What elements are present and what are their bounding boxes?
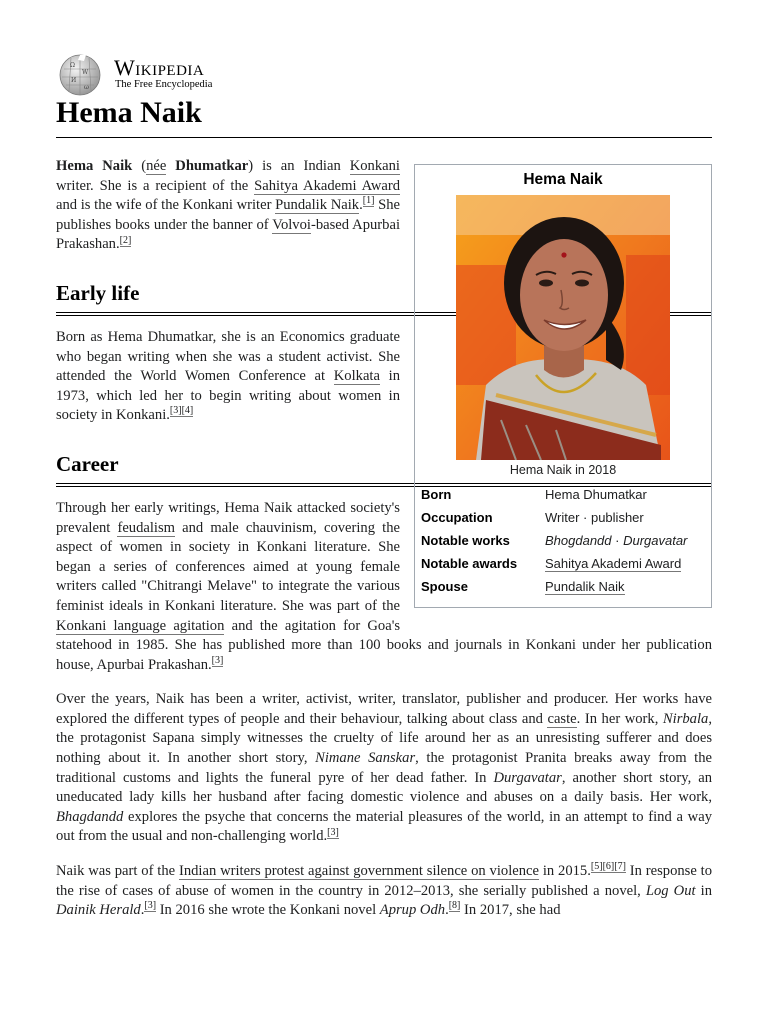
infobox-label: Notable awards bbox=[421, 556, 518, 571]
citation-6[interactable]: [6] bbox=[602, 861, 615, 873]
title-divider bbox=[56, 137, 712, 138]
citation-8[interactable]: [8] bbox=[448, 900, 461, 912]
wikipedia-globe-icon bbox=[56, 53, 102, 97]
citation-3[interactable]: [3] bbox=[169, 405, 182, 417]
separator: · bbox=[611, 533, 624, 548]
work-durgavatar: Durgavatar bbox=[623, 533, 688, 548]
infobox-value bbox=[545, 578, 705, 597]
heading-career: Career bbox=[56, 451, 712, 487]
infobox-value bbox=[545, 555, 705, 574]
page-title: Hema Naik bbox=[56, 96, 202, 129]
svg-text:И: И bbox=[71, 77, 77, 84]
infobox-title: Hema Naik bbox=[523, 171, 603, 188]
infobox-row-born bbox=[415, 484, 711, 507]
work-bhogdandd: Bhogdandd bbox=[545, 533, 612, 548]
citation-7[interactable]: [7] bbox=[614, 861, 626, 873]
citation-1[interactable]: [1] bbox=[362, 195, 375, 207]
infobox-label: Born bbox=[421, 487, 452, 502]
link-nee[interactable]: née bbox=[146, 158, 167, 174]
portrait-photo[interactable] bbox=[456, 195, 670, 460]
infobox-label: Spouse bbox=[421, 579, 468, 594]
link-feudalism[interactable]: feudalism bbox=[117, 519, 176, 536]
infobox-row-notable-works bbox=[415, 530, 711, 553]
citation-3[interactable]: [3] bbox=[211, 654, 224, 666]
citation-4[interactable]: [4] bbox=[181, 405, 194, 417]
wikipedia-logo[interactable] bbox=[56, 53, 296, 97]
link-sahitya-akademi-award[interactable]: Sahitya Akademi Award bbox=[254, 177, 400, 194]
infobox-value: Hema Dhumatkar bbox=[545, 487, 647, 502]
svg-text:Ω: Ω bbox=[70, 62, 75, 69]
citation-3[interactable]: [3] bbox=[144, 900, 157, 912]
link-writers-protest[interactable]: Indian writers protest against government silence on violence bbox=[178, 863, 539, 880]
citation-3[interactable]: [3] bbox=[327, 826, 339, 838]
svg-text:ω: ω bbox=[84, 84, 89, 91]
svg-text:W: W bbox=[82, 69, 89, 76]
infobox-label: Notable works bbox=[421, 533, 510, 548]
early-life-paragraph: Born as Hema Dhumatkar, she is an Economics graduate who began writing when she was a student activist. She attended the World Women Conference at Kolkata in 1973, which led her to begin writing about women in society in Konkani.[3][4] bbox=[56, 328, 401, 424]
infobox-value bbox=[545, 532, 705, 551]
photo-caption: Hema Naik in 2018 bbox=[509, 463, 617, 477]
infobox-value: Writer · publisher bbox=[545, 510, 644, 525]
link-sahitya-akademi-award[interactable]: Sahitya Akademi Award bbox=[545, 556, 682, 571]
link-pundalik-naik[interactable]: Pundalik Naik bbox=[545, 579, 625, 594]
link-caste[interactable]: caste bbox=[547, 710, 577, 727]
intro-paragraph: Hema Naik (née Dhumatkar) is an Indian Konkani writer. She is a recipient of the Sahitya Akademi Award and is the wife of the Konkani writer Pundalik Naik.[1] She publishes books under the banner of Volvoi-based Apurbai Prakashan.[2] bbox=[56, 158, 400, 253]
infobox-row-occupation bbox=[415, 507, 711, 530]
citation-2[interactable]: [2] bbox=[119, 234, 132, 246]
infobox bbox=[414, 164, 712, 608]
infobox-row-notable-awards bbox=[415, 553, 711, 576]
article-body bbox=[56, 157, 712, 936]
infobox-label: Occupation bbox=[421, 510, 493, 525]
subject-name: Hema Naik bbox=[56, 158, 133, 174]
link-konkani[interactable]: Konkani bbox=[349, 158, 400, 174]
infobox-row-spouse bbox=[415, 576, 711, 599]
link-pundalik-naik[interactable]: Pundalik Naik bbox=[275, 197, 360, 214]
career-paragraph-1: Through her early writings, Hema Naik attacked society's prevalent feudalism and male chauvinism, covering the aspect of women in society in Konkani literature. She began a series of conferences aimed at young female writers called "Chitrangi Melave" to integrate the various feminist ideals in Konkani literature. She was part of the Konkani language agitation and the agitation for Goa's statehood in 1985. She has published more than 100 books and journals in Konkani under her publication house, Apurbai Prakashan.[3] bbox=[56, 499, 712, 673]
career-paragraph-3: Naik was part of the Indian writers protest against government silence on violence in 2015.[5][6][7] In response to the rise of cases of abuse of women in the country in 2012–2013, she serially published a novel, Log Out in Dainik Herald.[3] In 2016 she wrote the Konkani novel Aprup Odh.[8] In 2017, she had bbox=[56, 861, 713, 919]
link-konkani-language-agitation[interactable]: Konkani language agitation bbox=[56, 617, 225, 634]
link-kolkata[interactable]: Kolkata bbox=[333, 368, 380, 385]
career-paragraph-2: Over the years, Naik has been a writer, activist, writer, translator, publisher and producer. Her works have explored the different types of people and their behaviour, talking about class and caste. In her work, Nirbala, the protagonist Sapana simply witnesses the cruelty of life around her as an unresisting sufferer and does nothing about it. In another short story, Nimane Sanskar, the protagonist Pranita breaks away from the traditional customs and lights the funeral pyre of her dead father. In Durgavatar, another short story, an uneducated lady kills her husband after facing domestic violence and abuses on a daily basis. Her work, Bhagdandd explores the psyche that concerns the material pleasures of the world, in an attempt to find a way out from the usual and non-challenging world.[3] bbox=[56, 691, 713, 845]
tagline: The Free Encyclopedia bbox=[115, 79, 213, 90]
link-volvoi[interactable]: Volvoi bbox=[272, 216, 311, 233]
maiden-name: Dhumatkar bbox=[175, 158, 249, 174]
wordmark: Wikipedia bbox=[114, 55, 205, 80]
heading-early-life: Early life bbox=[56, 280, 712, 316]
citation-5[interactable]: [5] bbox=[590, 861, 603, 873]
